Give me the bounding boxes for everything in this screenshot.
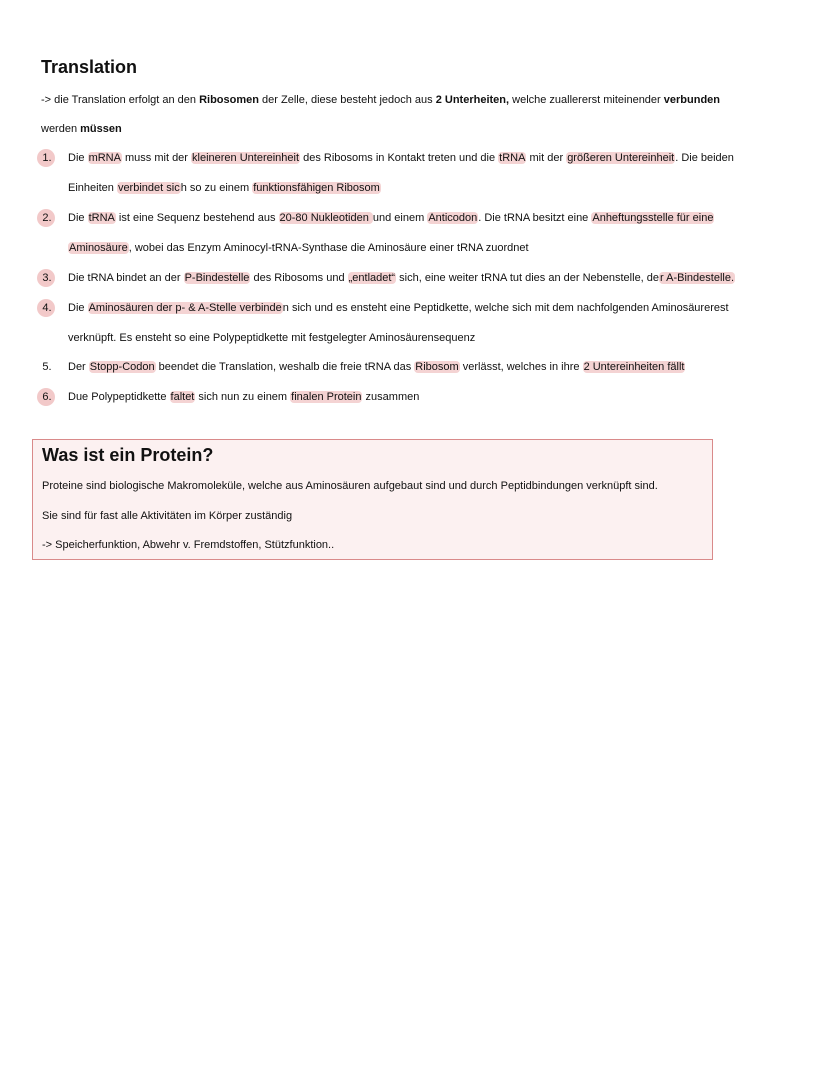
- item-text-line-1: Due Polypeptidkette faltet sich nun zu einem finalen Protein zusammen: [68, 391, 420, 403]
- item-text-line-2: Einheiten verbindet sich so zu einem funktionsfähigen Ribosom: [68, 182, 380, 194]
- item-number: 1.: [40, 151, 54, 165]
- item-text-line-1: Der Stopp-Codon beendet die Translation, weshalb die freie tRNA das Ribosom verlässt, welches in ihre 2 Untereinheiten fällt: [68, 361, 685, 373]
- item-text-line-1: Die tRNA bindet an der P-Bindestelle des Ribosoms und „entladet“ sich, eine weiter tRNA tut dies an der Nebenstelle, der A-Bindestelle.: [68, 272, 735, 284]
- protein-info-box: [32, 439, 713, 560]
- page-title: Translation: [41, 57, 138, 77]
- intro-line-1: -> die Translation erfolgt an den Ribosomen der Zelle, diese besteht jedoch aus 2 Unterheiten, welche zuallererst miteinender verbunden: [41, 94, 720, 106]
- box-title: Was ist ein Protein?: [42, 445, 214, 465]
- item-text-line-2: verknüpft. Es ensteht so eine Polypeptidkette mit festgelegter Aminosäurensequenz: [68, 332, 476, 344]
- item-text-line-1: Die tRNA ist eine Sequenz bestehend aus 20-80 Nukleotiden und einem Anticodon. Die tRNA besitzt eine Anheftungsstelle für eine: [68, 212, 714, 224]
- item-text-line-2: Aminosäure, wobei das Enzym Aminocyl-tRNA-Synthase die Aminosäure einer tRNA zuordnet: [69, 242, 529, 254]
- item-number: 4.: [40, 301, 54, 315]
- item-text-line-1: Die mRNA muss mit der kleineren Untereinheit des Ribosoms in Kontakt treten und die tRNA mit der größeren Untereinheit. Die beiden: [68, 152, 734, 164]
- box-line-1: Proteine sind biologische Makromoleküle, welche aus Aminosäuren aufgebaut sind und durch Peptidbindungen verknüpft sind.: [42, 480, 658, 492]
- item-number: 2.: [40, 211, 54, 225]
- item-text-line-1: Die Aminosäuren der p- & A-Stelle verbinden sich und es ensteht eine Peptidkette, welche sich mit dem nachfolgenden Aminosäurerest: [68, 302, 729, 314]
- item-number: 3.: [40, 271, 54, 285]
- box-line-2: Sie sind für fast alle Aktivitäten im Körper zuständig: [42, 510, 293, 522]
- item-number: 6.: [40, 390, 54, 404]
- intro-line-2: werden müssen: [41, 123, 122, 135]
- item-number: 5.: [42, 361, 52, 373]
- box-line-3: -> Speicherfunktion, Abwehr v. Fremdstoffen, Stützfunktion..: [42, 539, 335, 551]
